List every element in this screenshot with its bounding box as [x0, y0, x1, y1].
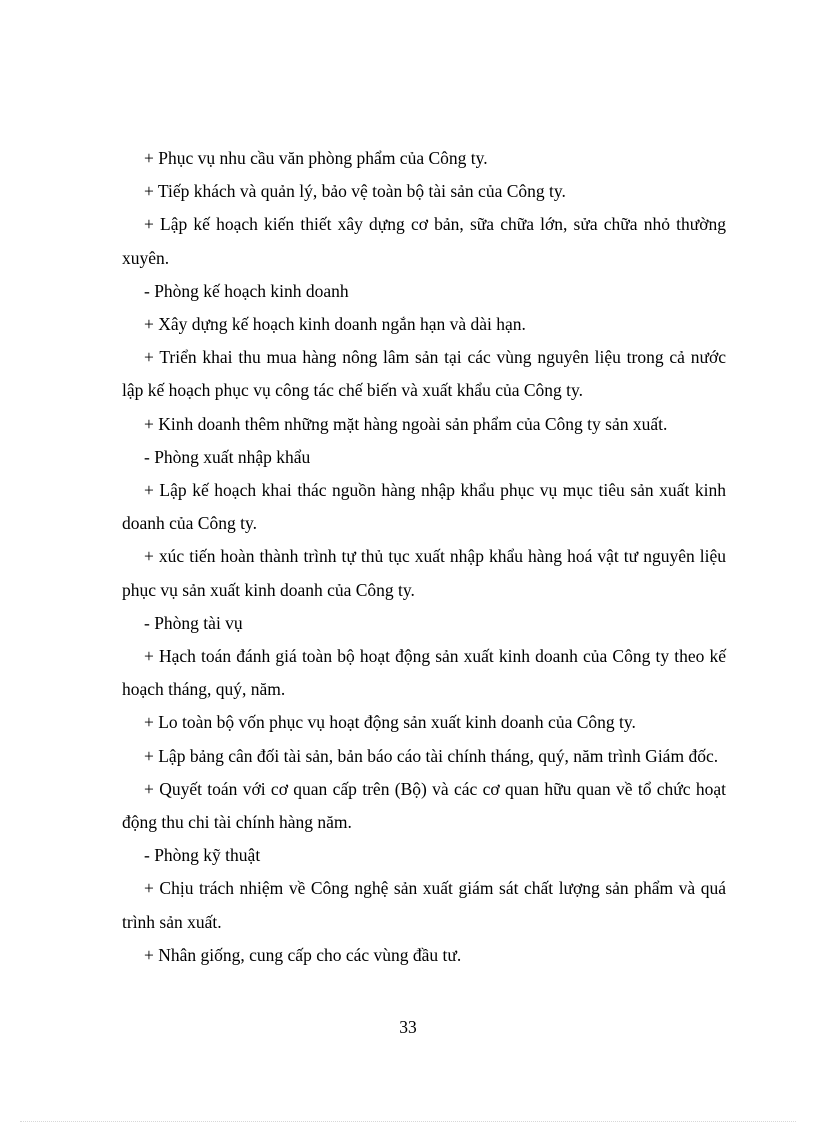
paragraph: + Lập bảng cân đối tài sản, bản báo cáo tài chính tháng, quý, năm trình Giám đốc.	[144, 745, 719, 766]
paragraph: + Xây dựng kế hoạch kinh doanh ngắn hạn và dài hạn.	[144, 314, 526, 335]
section-heading: - Phòng tài vụ	[144, 612, 243, 633]
section-heading: - Phòng xuất nhập khẩu	[144, 446, 311, 467]
paragraph: + Triển khai thu mua hàng nông lâm sản tại các vùng nguyên liệu trong cả nước lập kế hoạch phục vụ công tác chế biến và xuất khẩu của Công ty.	[122, 347, 726, 401]
paragraph: + Hạch toán đánh giá toàn bộ hoạt động sản xuất kinh doanh của Công ty theo kế hoạch tháng, quý, năm.	[122, 646, 726, 700]
paragraph: + Lập kế hoạch khai thác nguồn hàng nhập khẩu phục vụ mục tiêu sản xuất kinh doanh của Công ty.	[122, 480, 726, 534]
page-number: 33	[399, 1017, 417, 1037]
paragraph: + Lo toàn bộ vốn phục vụ hoạt động sản xuất kinh doanh của Công ty.	[144, 712, 636, 733]
paragraph: + Phục vụ nhu cầu văn phòng phẩm của Công ty.	[144, 148, 488, 168]
section-heading: - Phòng kỹ thuật	[144, 845, 261, 866]
paragraph: + Nhân giống, cung cấp cho các vùng đầu tư.	[144, 944, 462, 965]
page-body	[122, 142, 726, 972]
paragraph: + Chịu trách nhiệm về Công nghệ sản xuất giám sát chất lượng sản phẩm và quá trình sản xuất.	[122, 878, 726, 932]
paragraph: + Tiếp khách và quản lý, bảo vệ toàn bộ tài sản của Công ty.	[144, 181, 566, 202]
page-bottom-divider	[20, 1121, 796, 1122]
paragraph: + Lập kế hoạch kiến thiết xây dựng cơ bản, sữa chữa lớn, sửa chữa nhỏ thường xuyên.	[122, 214, 726, 268]
paragraph: + xúc tiến hoàn thành trình tự thủ tục xuất nhập khẩu hàng hoá vật tư nguyên liệu phục vụ sản xuất kinh doanh của Công ty.	[122, 546, 726, 600]
section-heading: - Phòng kế hoạch kinh doanh	[144, 280, 349, 301]
paragraph: + Kinh doanh thêm những mặt hàng ngoài sản phẩm của Công ty sản xuất.	[144, 413, 668, 434]
paragraph: + Quyết toán với cơ quan cấp trên (Bộ) và các cơ quan hữu quan về tổ chức hoạt động thu chi tài chính hàng năm.	[122, 778, 726, 833]
